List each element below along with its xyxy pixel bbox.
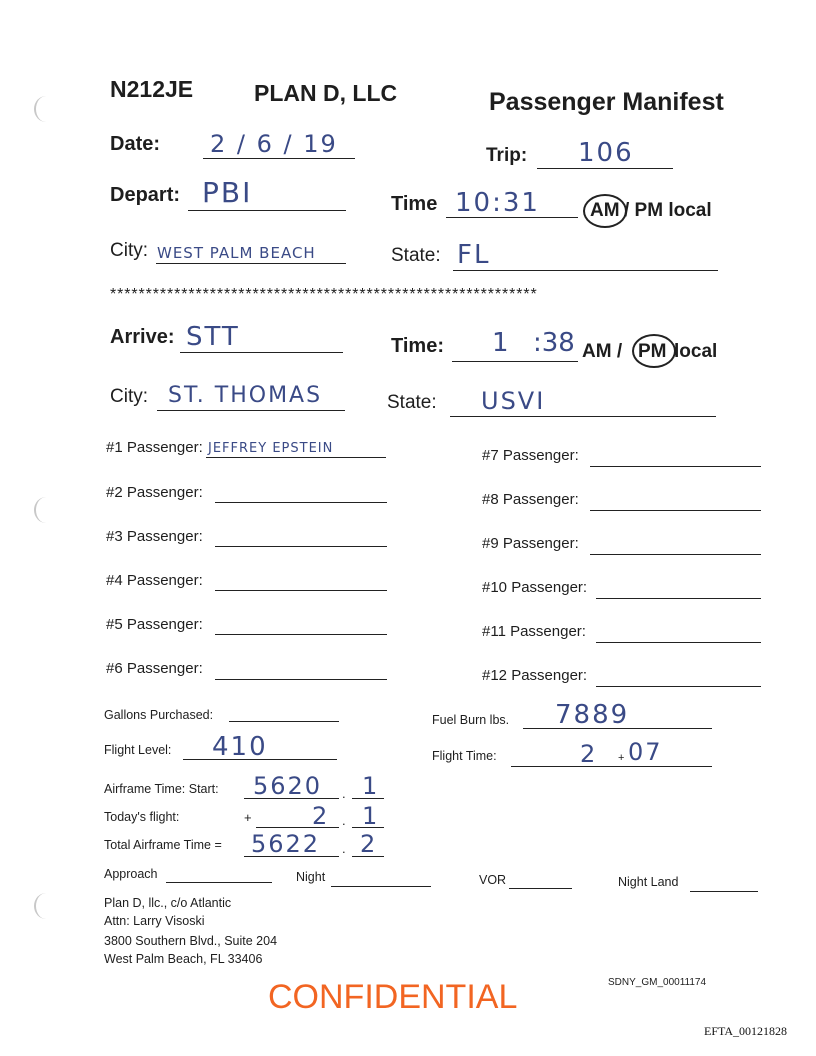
arrive-pm-option: PM bbox=[638, 341, 667, 362]
am-option: AM bbox=[590, 200, 620, 221]
passenger-9-label: #9 Passenger: bbox=[482, 535, 579, 552]
total-airframe-dot: . bbox=[342, 841, 346, 856]
airframe-start-value: 5620 bbox=[253, 772, 323, 800]
today-flight-plus: + bbox=[244, 810, 252, 825]
passenger-9-underline bbox=[590, 554, 761, 555]
depart-value: PBI bbox=[202, 176, 253, 209]
date-label: Date: bbox=[110, 133, 161, 155]
binder-hole-bottom bbox=[34, 893, 58, 919]
tail-number: N212JE bbox=[110, 76, 194, 102]
passenger-1-value: JEFFREY EPSTEIN bbox=[208, 441, 334, 456]
today-flight-value: 2 bbox=[312, 802, 330, 830]
date-underline bbox=[203, 158, 355, 159]
passenger-6-underline bbox=[215, 679, 387, 680]
night-land-label: Night Land bbox=[618, 875, 679, 889]
night-label: Night bbox=[296, 870, 326, 884]
page-title: Passenger Manifest bbox=[489, 88, 724, 116]
depart-underline bbox=[188, 210, 346, 211]
passenger-11-underline bbox=[596, 642, 761, 643]
passenger-10-underline bbox=[596, 598, 761, 599]
arrive-am-option: AM / bbox=[582, 341, 623, 362]
vor-label: VOR bbox=[479, 873, 507, 887]
fuel-burn-label: Fuel Burn lbs. bbox=[432, 713, 510, 727]
total-airframe-decimal: 2 bbox=[360, 830, 378, 858]
depart-state-label: State: bbox=[391, 245, 441, 266]
confidential-stamp: CONFIDENTIAL bbox=[268, 978, 518, 1016]
pm-local-option: / PM local bbox=[624, 200, 712, 221]
passenger-2-label: #2 Passenger: bbox=[106, 484, 203, 501]
passenger-3-label: #3 Passenger: bbox=[106, 528, 203, 545]
fuel-burn-value: 7889 bbox=[555, 700, 630, 730]
arrive-underline bbox=[180, 352, 343, 353]
night-underline bbox=[331, 886, 431, 887]
flight-time-hours: 2 bbox=[580, 740, 598, 768]
passenger-5-label: #5 Passenger: bbox=[106, 616, 203, 633]
arrive-label: Arrive: bbox=[110, 326, 175, 348]
address-line-4: West Palm Beach, FL 33406 bbox=[104, 952, 263, 966]
arrive-time-minutes: :38 bbox=[533, 328, 575, 358]
trip-label: Trip: bbox=[486, 145, 528, 166]
trip-value: 106 bbox=[578, 138, 634, 168]
binder-hole-middle bbox=[34, 497, 58, 523]
address-line-2: Attn: Larry Visoski bbox=[104, 914, 205, 928]
arrive-time-label: Time: bbox=[391, 335, 444, 357]
arrive-state-underline bbox=[450, 416, 716, 417]
passenger-7-underline bbox=[590, 466, 761, 467]
depart-state-underline bbox=[453, 270, 718, 271]
approach-label: Approach bbox=[104, 867, 158, 881]
trip-underline bbox=[537, 168, 673, 169]
airframe-start-dot: . bbox=[342, 786, 346, 801]
depart-city-label: City: bbox=[110, 240, 148, 261]
passenger-1-label: #1 Passenger: bbox=[106, 439, 203, 456]
airframe-start-decimal: 1 bbox=[362, 772, 380, 800]
flight-time-underline bbox=[511, 766, 712, 767]
depart-time-label: Time bbox=[391, 193, 438, 215]
date-value: 2 / 6 / 19 bbox=[210, 130, 338, 158]
binder-hole-top bbox=[34, 96, 58, 122]
passenger-4-underline bbox=[215, 590, 387, 591]
passenger-8-underline bbox=[590, 510, 761, 511]
passenger-11-label: #11 Passenger: bbox=[482, 623, 586, 640]
passenger-4-label: #4 Passenger: bbox=[106, 572, 203, 589]
address-line-1: Plan D, llc., c/o Atlantic bbox=[104, 896, 232, 910]
arrive-city-label: City: bbox=[110, 386, 148, 407]
gallons-underline bbox=[229, 721, 339, 722]
flight-time-label: Flight Time: bbox=[432, 749, 497, 763]
approach-underline bbox=[166, 882, 272, 883]
today-flight-label: Today's flight: bbox=[104, 810, 180, 824]
bates-number: SDNY_GM_00011174 bbox=[608, 977, 707, 988]
passenger-1-underline bbox=[206, 457, 386, 458]
arrive-city-underline bbox=[157, 410, 345, 411]
depart-state-value: FL bbox=[457, 240, 491, 270]
flight-level-label: Flight Level: bbox=[104, 743, 172, 757]
vor-underline bbox=[509, 888, 572, 889]
arrive-local-label: local bbox=[674, 341, 718, 362]
arrive-time-underline bbox=[452, 361, 578, 362]
flight-time-minutes: 07 bbox=[628, 738, 663, 766]
gallons-label: Gallons Purchased: bbox=[104, 708, 214, 722]
night-land-underline bbox=[690, 891, 758, 892]
total-airframe-label: Total Airframe Time = bbox=[104, 838, 222, 852]
depart-city-underline bbox=[156, 263, 346, 264]
arrive-time-hour: 1 bbox=[492, 328, 511, 358]
arrive-value: STT bbox=[186, 322, 240, 352]
arrive-state-value: USVI bbox=[481, 387, 546, 415]
passenger-2-underline bbox=[215, 502, 387, 503]
depart-label: Depart: bbox=[110, 184, 181, 206]
today-flight-dot: . bbox=[342, 813, 346, 828]
today-flight-decimal: 1 bbox=[362, 802, 380, 830]
passenger-12-underline bbox=[596, 686, 761, 687]
total-airframe-value: 5622 bbox=[251, 830, 321, 858]
arrive-state-label: State: bbox=[387, 392, 437, 413]
flight-level-value: 410 bbox=[212, 732, 268, 762]
company-name: PLAN D, LLC bbox=[254, 80, 398, 106]
passenger-6-label: #6 Passenger: bbox=[106, 660, 203, 677]
depart-city-value: WEST PALM BEACH bbox=[157, 244, 316, 262]
passenger-10-label: #10 Passenger: bbox=[482, 579, 588, 596]
passenger-5-underline bbox=[215, 634, 387, 635]
airframe-start-label: Airframe Time: Start: bbox=[104, 782, 219, 796]
passenger-12-label: #12 Passenger: bbox=[482, 667, 588, 684]
depart-time-value: 10:31 bbox=[455, 188, 540, 218]
separator: ************************************************************ bbox=[110, 286, 538, 303]
passenger-7-label: #7 Passenger: bbox=[482, 447, 579, 464]
arrive-city-value: ST. THOMAS bbox=[168, 383, 323, 408]
passenger-3-underline bbox=[215, 546, 387, 547]
address-line-3: 3800 Southern Blvd., Suite 204 bbox=[104, 934, 278, 948]
passenger-8-label: #8 Passenger: bbox=[482, 491, 579, 508]
efta-number: EFTA_00121828 bbox=[704, 1024, 788, 1038]
flight-time-plus: + bbox=[618, 752, 625, 764]
